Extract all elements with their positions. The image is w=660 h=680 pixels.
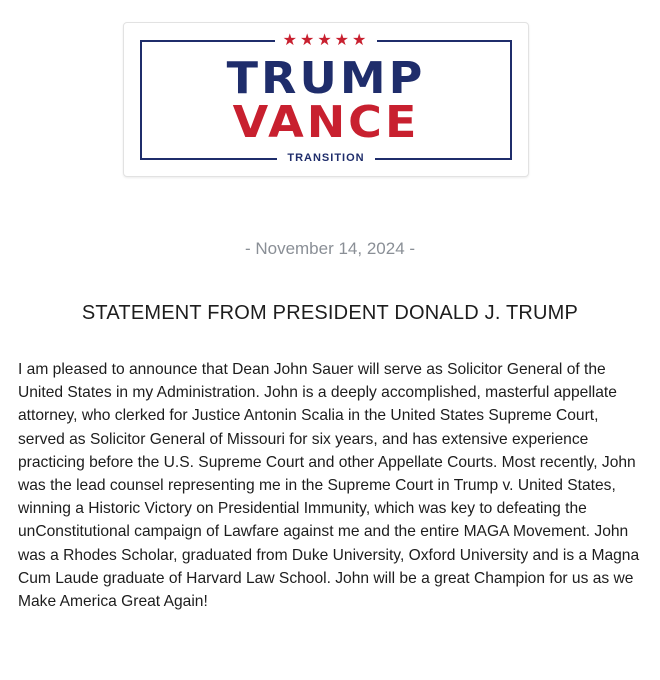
logo-tagline (142, 148, 510, 166)
statement-headline: STATEMENT FROM PRESIDENT DONALD J. TRUMP (81, 302, 579, 324)
logo-tagline-text: TRANSITION (277, 151, 374, 165)
statement-date: - November 14, 2024 - (244, 239, 416, 258)
statement-body: I am pleased to announce that Dean John Sauer will serve as Solicitor General of the United States in my Administration. John is a deeply accomplished, masterful appellate attorney, who clerked for Justice Antonin Scalia in the United States Supreme Court, served as Solicitor General of Missouri for six years, and has extensive experience practicing before the U.S. Supreme Court and other Appellate Courts. Most recently, John was the lead counsel representing me in the Supreme Court in Trump v. United States, winning a Historic Victory on Presidential Immunity, which was key to defeating the unConstitutional campaign of Lawfare against me and the entire MAGA Movement. John was a Rhodes Scholar, graduated from Duke University, Oxford University and is a Magna Cum Laude graduate of Harvard Law School. John will be a great Champion for us as we Make America Great Again! (18, 361, 640, 611)
logo-card (123, 22, 529, 177)
logo-frame (140, 32, 512, 164)
star-icons: ★★★★★ (275, 31, 378, 51)
stars-row (142, 31, 510, 51)
logo-word-vance: VANCE (232, 96, 420, 148)
logo-word-trump: TRUMP (226, 52, 426, 104)
